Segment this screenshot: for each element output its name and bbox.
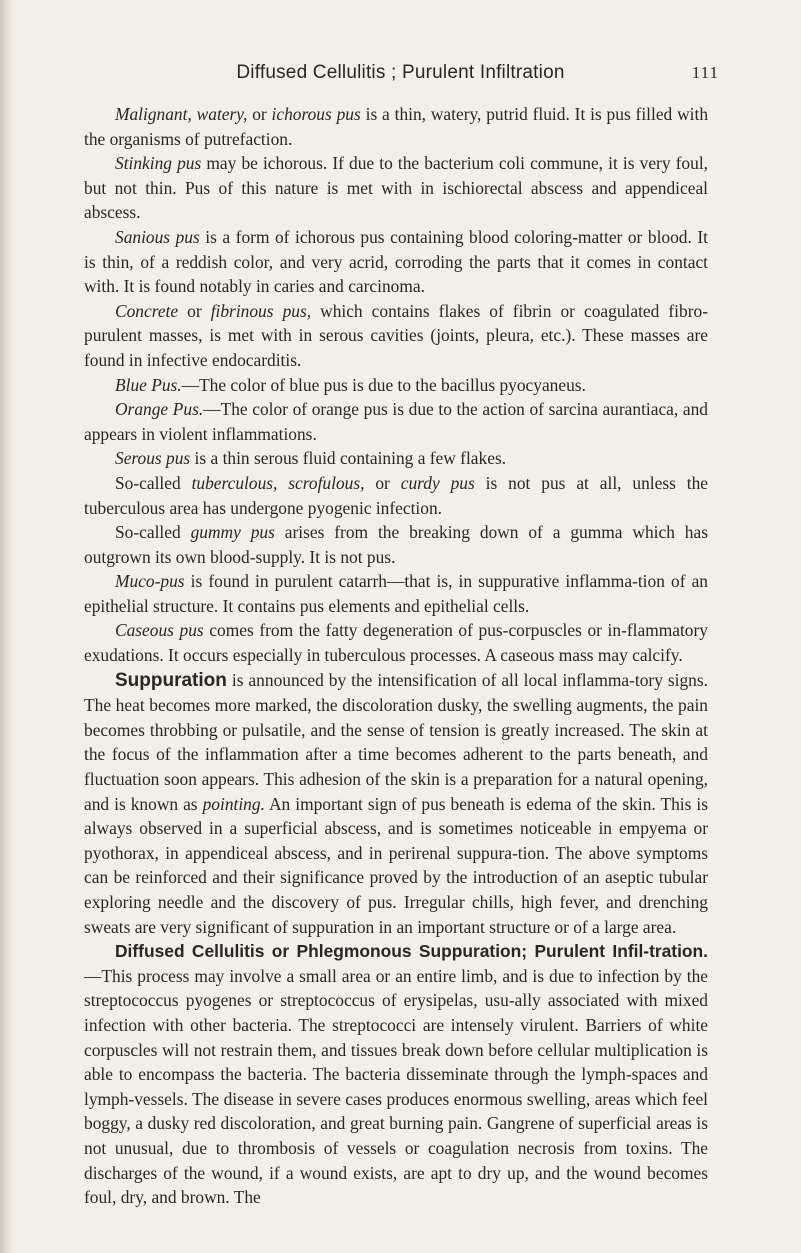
paragraph-orange-pus [84,397,708,446]
term: Orange Pus. [115,399,204,420]
term: curdy pus [400,472,475,493]
page-gutter-shadow [0,0,14,1253]
paragraph-text: arises from the breaking down of a gumma which has outgrown its own blood-supply. It is not pus. [84,522,708,567]
paragraph-malignant-pus [84,102,708,151]
term: Muco-pus [115,571,185,592]
paragraph-gummy-pus [84,520,708,569]
term: Sanious pus [115,226,200,247]
body-text [84,102,708,1210]
term: tuberculous, scrofulous, [191,472,365,493]
page-header [0,62,801,88]
term: Blue Pus. [115,374,182,395]
paragraph-diffused-cellulitis [84,939,708,1210]
paragraph-text: is not pus at all, unless the tuberculous area has undergone pyogenic infection. [84,472,709,518]
paragraph-text: which contains flakes of fibrin or coagulated fibro-purulent masses, is met with in serous cavities (joints, pleura, etc.). These masses are found in infective endocarditis. [84,300,708,370]
paragraph-caseous-pus [84,618,708,667]
paragraph-text: is announced by the intensification of all local inflamma-tory signs. The heat becomes more marked, the discoloration dusky, the swelling augments, the pain becomes throbbing or pulsatile, and the sense of tension is greatly increased. The skin at the focus of the inflammation after a time becomes adherent to the parts beneath, and fluctuation soon appears. This adhesion of the skin is a preparation for a natural opening, and is known as [84,669,708,814]
paragraph-concrete-pus [84,299,708,373]
paragraph-text: comes from the fatty degeneration of pus-corpuscles or in-flammatory exudations. It occurs especially in tuberculous processes. A caseous mass may calcify. [84,620,708,666]
section-heading-diffused-cellulitis: Diffused Cellulitis or Phlegmonous Suppuration; Purulent Infil-tration. [115,941,708,962]
paragraph-text: —The color of blue pus is due to the bacillus pyocyaneus. [181,374,586,395]
paragraph-text: may be ichorous. If due to the bacterium coli commune, it is very foul, but not thin. Pus of this nature is met with in ischiorectal abscess and appendiceal abscess. [84,153,708,223]
paragraph-stinking-pus [84,151,708,225]
term: fibrinous pus, [210,300,312,321]
term: Concrete [115,300,179,321]
paragraph-suppuration [84,668,708,940]
lead-text: So-called [115,472,192,493]
paragraph-text: is found in purulent catarrh—that is, in suppurative inflamma-tion of an epithelial structure. It contains pus elements and epithelial cells. [84,571,708,616]
term: Malignant, watery, [115,104,248,124]
connector: or [178,300,211,321]
term: Caseous pus [115,620,204,641]
term: Stinking pus [115,153,202,174]
paragraph-text: —The color of orange pus is due to the action of sarcina aurantiaca, and appears in violent inflammations. [84,399,708,444]
connector: or [247,104,272,124]
paragraph-text: An important sign of pus beneath is edema of the skin. This is always observed in a superficial abscess, and is sometimes noticeable in empyema or pyothorax, in appendiceal abscess, and in perirenal suppura-tion. The above symptoms can be reinforced and their significance proved by the introduction of an aseptic tubular exploring needle and the discovery of pus. Irregular chills, high fever, and drenching sweats are very significant of suppuration in an important structure or of a large area. [84,793,708,937]
connector: or [364,472,401,493]
paragraph-serous-pus [84,446,708,471]
paragraph-text: is a thin serous fluid containing a few flakes. [190,448,507,469]
lead-text: So-called [115,522,191,543]
term: pointing. [202,793,265,814]
paragraph-text: —This process may involve a small area or an entire limb, and is due to infection by the streptococcus pyogenes or streptococcus of erysipelas, usu-ally associated with mixed infection with other bacteria. The streptococci are intensely virulent. Barriers of white corpuscles will not restrain them, and tissues break down before cellular multiplication is able to encompass the bacteria. The bacteria disseminate through the lymph-spaces and lymph-vessels. The disease in severe cases produces enormous swelling, areas which feel boggy, a dusky red discoloration, and great burning pain. Gangrene of superficial areas is not unusual, due to thrombosis of vessels or coagulation necrosis from toxins. The discharges of the wound, if a wound exists, are apt to dry up, and the wound becomes foul, dry, and brown. The [84,965,708,1208]
section-heading-suppuration: Suppuration [115,669,227,691]
paragraph-text: is a thin, watery, putrid fluid. It is pus filled with the organisms of putrefaction. [84,104,709,149]
term: gummy pus [190,522,275,543]
paragraph-tuberculous-pus [84,471,708,520]
page-number: 111 [691,63,719,82]
term: Serous pus [115,448,191,469]
paragraph-sanious-pus [84,225,708,299]
paragraph-muco-pus [84,569,708,618]
paragraph-text: is a form of ichorous pus containing blood coloring-matter or blood. It is thin, of a reddish color, and very acrid, corroding the parts that it comes in contact with. It is found notably in caries and carcinoma. [84,226,708,297]
paragraph-blue-pus [84,373,708,398]
running-title: Diffused Cellulitis ; Purulent Infiltration [236,62,565,83]
term: ichorous pus [271,104,361,124]
